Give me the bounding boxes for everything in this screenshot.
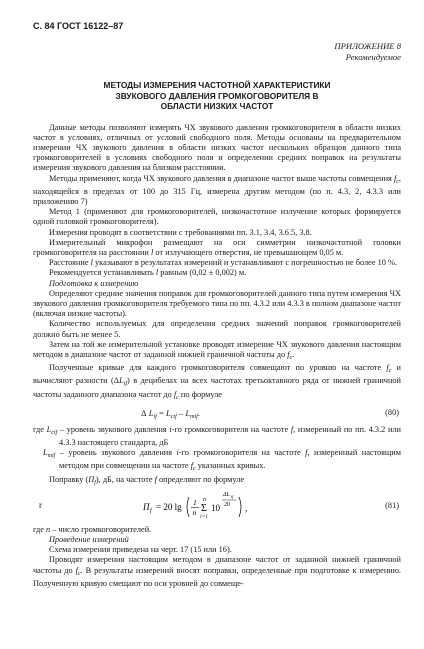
paragraph-same-setup: Затем на той же измерительной установке проводят измерение ЧХ звукового давления настоящим методом в диапазоне частот от заданной нижней граничной частоты до $f_с$.	[33, 339, 401, 361]
title-line-1: МЕТОДЫ ИЗМЕРЕНИЯ ЧАСТОТНОЙ ХАРАКТЕРИСТИКИ	[103, 80, 331, 90]
where-clause-2: где n – число громкоговорителей.	[33, 524, 152, 534]
formula-81-eq: = 20 lg	[156, 501, 182, 512]
formula-81	[33, 489, 401, 523]
formula-81-lparen	[187, 497, 189, 517]
formula-81-frac-den: n	[192, 507, 197, 517]
formula-81-expression	[143, 489, 273, 523]
formula-81-lhs-sub: f	[150, 507, 152, 514]
appendix-status: Рекомендуемое	[345, 51, 401, 62]
margin-mark: r	[39, 499, 42, 510]
page-header: С. 84 ГОСТ 16122–87	[33, 21, 124, 31]
formula-81-exp-num-sub: if	[231, 493, 234, 499]
appendix-block	[33, 41, 401, 62]
paragraph-procedure: Проводят измерения настоящим методом в диапазоне частот от заданной нижней граничной частоты до $f_с$. В результаты измерений вносят поправки, определенные при подготовке к измерению. Полученную кривую смещают по оси уровней до совмеще-	[33, 555, 402, 588]
formula-81-rparen	[239, 497, 241, 517]
where-clause-1	[33, 425, 401, 475]
paragraph-requirements: Измерения проводят в соответствии с требованиями пп. 3.1, 3.4, 3.6.5, 3.8.	[49, 227, 312, 237]
formula-81-sum-top: n	[203, 496, 206, 503]
paragraph-recommend: Рекомендуется устанавливать l равным (0,02 ± 0,002) м.	[49, 268, 247, 278]
formula-81-number: (81)	[385, 500, 399, 510]
heading-preparation: Подготовка к измерению	[49, 278, 139, 288]
paragraph-curves: Полученные кривые для каждого громкоговорителя совмещают по уровню на частоте $f_с$ и вычисляют разности $(\Delta L_{if})$ в децибелах на всех частотах третьоктавного ряда от нижней граничной частоты заданного диапазона частот до $f_с$ по формуле	[33, 363, 402, 401]
title-line-3: ОБЛАСТИ НИЗКИХ ЧАСТОТ	[160, 101, 274, 111]
formula-81-exp-den: 20	[224, 501, 230, 508]
paragraph-intro: Данные методы позволяют измерять ЧХ звукового давления громкоговорителя в области низких частот в условиях, отличных от условий свободного поля. Методы основаны на предварительном измерении ЧХ звукового давления в области низких частот нескольких образцов данного типа громкоговорителей в условиях свободного поля и определении средних поправок на результаты измерения звукового давления на близком расстоянии.	[33, 122, 401, 173]
paragraph-microphone: Измерительный микрофон размещают на оси симметрии низкочастотной головки громкоговорителя на расстоянии l от излучающего отверстия, не превышающем 0,05 м.	[33, 237, 401, 257]
formula-80-expression: Δ $L_{if} = L_{cif} - L_{mif}$.	[141, 407, 200, 420]
definition-lmif: $L_{mif}$ – уровень звукового давления i-го громкоговорителя на частоте f, измеренный настоящим методом при совмещении на частоте $f_с$ указанных кривых.	[43, 448, 401, 473]
formula-80	[33, 407, 401, 421]
heading-measurement: Проведение измерений	[49, 535, 129, 544]
paragraph-method-1: Метод 1 (применяют для громкоговорителей, низкочастотное излучение которых формируется одной головкой громкоговорителя).	[33, 207, 401, 227]
formula-80-number: (80)	[385, 407, 399, 417]
formula-81-end: ,	[245, 502, 248, 513]
formula-81-base: 10	[211, 502, 220, 513]
appendix-title: ПРИЛОЖЕНИЕ 8	[334, 41, 401, 51]
paragraph-corrections: Определяют средние значения поправок для громкоговорителей данного типа путем измерения ЧХ звукового давления громкоговорителя требуемого типа по пп. 4.3.2 или 4.3.3 в полном диапазоне частот (включая низкие частоты).	[33, 288, 401, 319]
formula-81-sigma: Σ	[201, 502, 207, 514]
paragraph-distance: Расстояние l указывают в результатах измерений и устанавливают с погрешностью не более 10 %.	[49, 258, 397, 268]
title-line-2: ЗВУКОВОГО ДАВЛЕНИЯ ГРОМКОГОВОРИТЕЛЯ В	[115, 90, 319, 101]
formula-81-sum-bottom: i=1	[200, 513, 208, 520]
paragraph-correction-formula: Поправку $(П_f)$, дБ, на частоте f определяют по формуле	[49, 474, 245, 486]
paragraph-quantity: Количество используемых для определения средних значений поправок громкоговорителей должно быть не менее 5.	[33, 319, 401, 339]
formula-81-lhs: П	[143, 501, 150, 512]
paragraph-application: Методы применяют, когда ЧХ звукового давления в диапазоне частот выше частоты совмещения $f_с$, находящейся в пределах от 100 до 315 Гц, измерена другим методом (по п. 4.3, 2, 4.3.3 или приложению 7)	[33, 173, 401, 206]
paragraph-scheme: Схема измерения приведена на черт. 17 (15 или 16).	[49, 545, 232, 555]
document-title	[33, 80, 401, 112]
formula-81-exp-num: ΔL	[223, 491, 230, 498]
definition-lcif: где $L_{cif}$ – уровень звукового давления i-го громкоговорителя на частоте f, измеренный по пп. 4.3.2 или 4.3.3 настоящего стандарта, дБ	[33, 424, 402, 447]
formula-81-frac-num: 1	[193, 497, 197, 507]
